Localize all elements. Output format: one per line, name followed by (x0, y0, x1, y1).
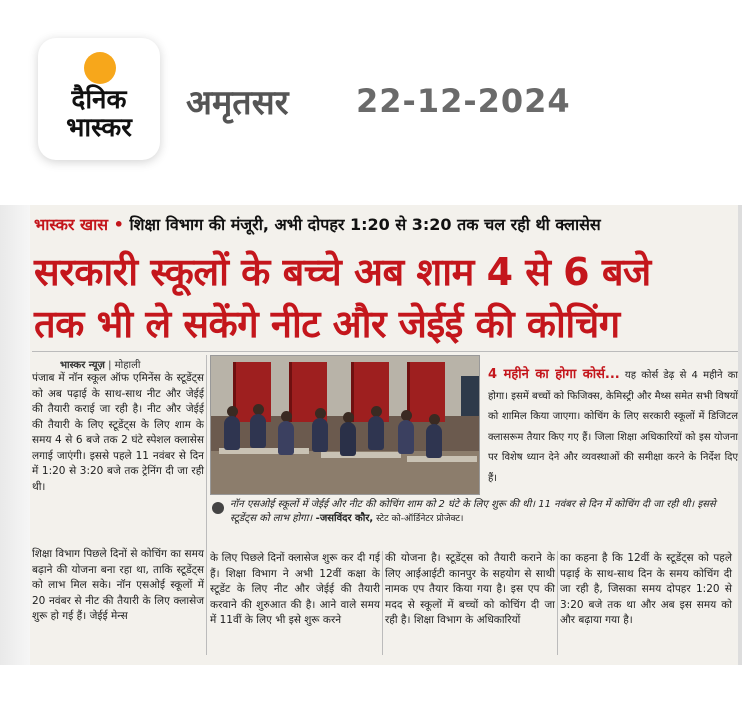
article-column-1-continued: शिक्षा विभाग पिछले दिनों से कोचिंग का समय बढ़ाने की योजना बना रहा था, ताकि स्टूडेंट्स को लाभ मिल सके। नॉन एसओई स्कूलों में 20 नवंबर से नीट की तैयारी के लिए क्लासेज शुरू हो गई हैं। जेईई मेन्स (32, 548, 204, 622)
page-edge (0, 205, 30, 665)
headline-rule (32, 351, 738, 352)
article-column-4: का कहना है कि 12वीं के स्टूडेंट्स को पहले पढ़ाई के साथ-साथ दिन के समय कोचिंग दी जा रही है, जिसका समय दोपहर 1:20 से 3:20 बजे तक था और अब इस समय को और बढ़ाया गया है। (560, 552, 732, 626)
edition-date: 22-12-2024 (356, 82, 571, 120)
headline-line-2: तक भी ले सकेंगे नीट और जेईई की कोचिंग (34, 302, 620, 346)
column-divider (557, 551, 558, 655)
photo-caption (210, 498, 740, 526)
kicker-text: शिक्षा विभाग की मंजूरी, अभी दोपहर 1:20 से 3:20 तक चल रही थी क्लासेस (129, 215, 601, 234)
sidebar-box (482, 355, 740, 495)
newspaper-clipping[interactable] (30, 205, 742, 665)
article-column-3: की योजना है। स्टूडेंट्स को तैयारी कराने के लिए आईआईटी कानपुर के सहयोग से साथी नामक एप तैयार किया गया है। इस एप की मदद से स्कूलों में बच्चों को कोचिंग दी जा रही है। शिक्षा विभाग के अधिकारियों (385, 552, 555, 626)
logo-line-1: दैनिक (71, 85, 127, 115)
kicker-brand: भास्कर (34, 215, 75, 234)
caption-text: नॉन एसओई स्कूलों में जेईई और नीट की कोचिंग शाम को 2 घंटे के लिए शुरू की थी। 11 नवंबर से दिन में कोचिंग दी जा रही थी। इससे स्टूडेंट्स को लाभ होगा। (230, 499, 716, 524)
sidebar-heading: 4 महीने का होगा कोर्स... (488, 367, 620, 382)
app-header (0, 0, 742, 200)
kicker-khas: खास (80, 215, 109, 234)
logo-line-2: भास्कर (66, 113, 132, 143)
article-column-1: पंजाब में नॉन स्कूल ऑफ एमिनेंस के स्टूडेंट्स को अब पढ़ाई के साथ-साथ नीट और जेईई की तैयारी कराई जा रही है। नीट और जेईई की तैयारी के लिए स्टूडेंट्स के लिए शाम के समय 4 से 6 बजे तक 2 घंटे स्पेशल क्लासेस लगाई जाएंगी। इससे पहले 11 नवंबर से दिन में 1:20 से 3:20 बजे तक ट्रेनिंग दी जा रही थी। (32, 372, 204, 493)
column-divider (382, 551, 383, 655)
headline-line-1: सरकारी स्कूलों के बच्चे अब शाम 4 से 6 बजे (34, 250, 651, 294)
edition-city: अमृतसर (186, 83, 289, 123)
sun-icon (84, 52, 116, 84)
column-divider (206, 355, 207, 655)
caption-role: स्टेट को-ऑर्डिनेटर प्रोजेक्ट। (373, 514, 464, 524)
article-column-2: के लिए पिछले दिनों क्लासेज शुरू कर दी गई हैं। शिक्षा विभाग ने अभी 12वीं कक्षा के स्टूडेंट के लिए नीट और जेईई की तैयारी करवाने की शुरुआत की है। आने वाले समय में 11वीं के लिए भी इसे शुरू करने (210, 552, 380, 626)
dainik-bhaskar-logo[interactable] (38, 38, 160, 160)
sidebar-text: यह कोर्स डेढ़ से 4 महीने का होगा। इसमें बच्चों को फिजिक्स, केमिस्ट्री और मैथ्स समेत सभी विषयों को शामिल किया जाएगा। कोचिंग के लिए सरकारी स्कूलों में डिजिटल क्लासरूम तैयार किए गए हैं। जिला शिक्षा अधिकारियों को इस योजना पर विशेष ध्यान देने और व्यवस्थाओं की समीक्षा करने के निर्देश दिए हैं। (488, 370, 738, 484)
kicker-line (34, 213, 601, 235)
byline-agency: भास्कर न्यूज़ (60, 360, 105, 371)
caption-marker-icon (212, 502, 224, 514)
byline-place: मोहाली (114, 360, 141, 371)
adjacent-page-edge (738, 205, 742, 665)
caption-credit: -जसविंदर कौर, (312, 513, 374, 524)
classroom-photo (210, 355, 480, 495)
kicker-bullet: • (113, 215, 124, 234)
byline: भास्कर न्यूज़ | मोहाली (60, 360, 141, 371)
